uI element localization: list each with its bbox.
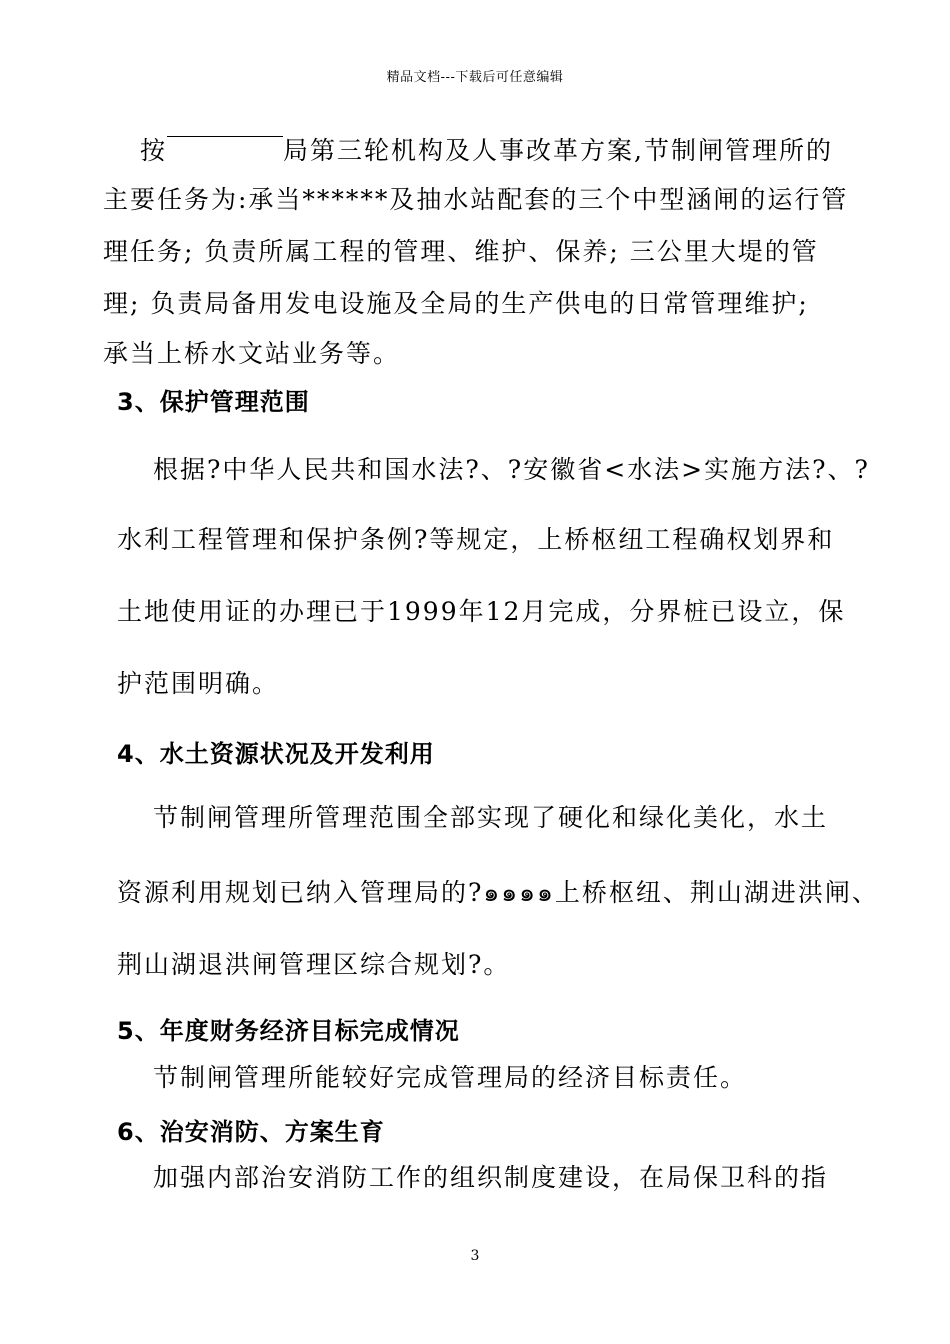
fill-in-blank	[167, 136, 283, 151]
section-heading-6: 6、治安消防、方案生育	[117, 1118, 385, 1146]
paragraph-5-line-1: 加强内部治安消防工作的组织制度建设，在局保卫科的指	[153, 1163, 829, 1192]
paragraph-1-line-4: 理; 负责局备用发电设施及全局的生产供电的日常管理维护;	[103, 289, 809, 318]
paragraph-1-line-1	[140, 136, 833, 166]
paragraph-4-line-1: 节制闸管理所能较好完成管理局的经济目标责任。	[153, 1063, 748, 1092]
section-heading-3: 3、保护管理范围	[117, 388, 310, 416]
paragraph-2-line-1: 根据?中华人民共和国水法?、?安徽省<水法>实施方法?、?	[153, 455, 870, 484]
paragraph-3-line-1: 节制闸管理所管理范围全部实现了硬化和绿化美化，水土	[153, 803, 829, 832]
paragraph-1-line-5: 承当上桥水文站业务等。	[103, 339, 401, 368]
paragraph-3-line-3: 荆山湖退洪闸管理区综合规划?。	[117, 950, 511, 979]
paragraph-2-line-2: 水利工程管理和保护条例?等规定，上桥枢纽工程确权划界和	[117, 525, 835, 554]
paragraph-1-line-3: 理任务; 负责所属工程的管理、维护、保养; 三公里大堤的管	[103, 237, 819, 266]
page-number: 3	[470, 1248, 480, 1264]
section-heading-4: 4、水土资源状况及开发利用	[117, 740, 435, 768]
paragraph-3-line-2: 资源利用规划已纳入管理局的?๑๑๑๑上桥枢纽、荆山湖进洪闸、	[117, 878, 879, 907]
paragraph-1-line-1-start: 按	[140, 136, 168, 165]
page-header: 精品文档---下载后可任意编辑	[386, 70, 564, 85]
paragraph-1-line-1-rest: 局第三轮机构及人事改革方案,节制闸管理所的	[283, 136, 833, 165]
paragraph-2-line-3: 土地使用证的办理已于1999年12月完成，分界桩已设立，保	[117, 597, 846, 626]
section-heading-5: 5、年度财务经济目标完成情况	[117, 1017, 460, 1045]
paragraph-2-line-4: 护范围明确。	[117, 669, 280, 698]
paragraph-1-line-2: 主要任务为:承当******及抽水站配套的三个中型涵闸的运行管	[103, 185, 849, 214]
